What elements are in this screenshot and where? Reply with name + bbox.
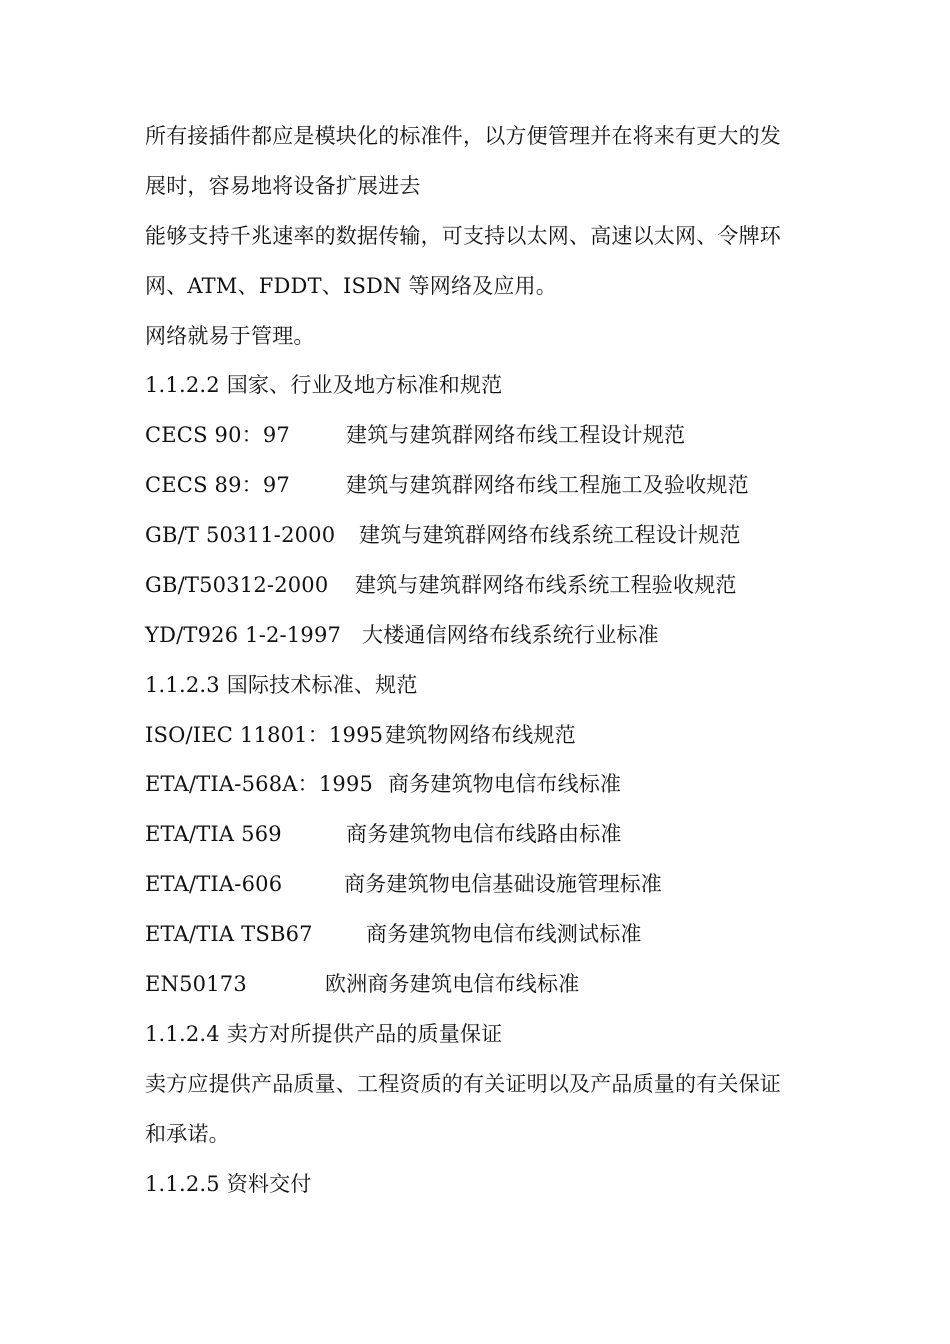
standard-title: 建筑与建筑群网络布线系统工程设计规范 bbox=[359, 523, 741, 547]
section-heading: 1.1.2.2 国家、行业及地方标准和规范 bbox=[145, 373, 503, 397]
standard-code: ETA/TIA-568A：1995 bbox=[145, 772, 374, 796]
standard-code: GB/T50312-2000 bbox=[145, 573, 329, 597]
paragraph-line: 能够支持千兆速率的数据传输，可支持以太网、高速以太网、令牌环 bbox=[145, 224, 781, 248]
section-heading: 1.1.2.3 国际技术标准、规范 bbox=[145, 673, 418, 697]
standard-title: 欧洲商务建筑电信布线标准 bbox=[325, 972, 580, 996]
paragraph-line: 和承诺。 bbox=[145, 1122, 230, 1146]
standard-code: CECS 90：97 bbox=[145, 423, 290, 447]
standard-title: 建筑与建筑群网络布线工程施工及验收规范 bbox=[346, 473, 749, 497]
standard-title: 商务建筑物电信布线标准 bbox=[388, 772, 622, 796]
paragraph-line: 展时，容易地将设备扩展进去 bbox=[145, 174, 421, 198]
standard-title: 大楼通信网络布线系统行业标准 bbox=[362, 623, 659, 647]
section-heading: 1.1.2.5 资料交付 bbox=[145, 1172, 312, 1196]
standard-code: ISO/IEC 11801：1995 bbox=[145, 723, 384, 747]
standard-code: YD/T926 1-2-1997 bbox=[145, 623, 342, 647]
standard-code: ETA/TIA-606 bbox=[145, 872, 283, 896]
standard-title: 建筑物网络布线规范 bbox=[385, 723, 576, 747]
standard-code: ETA/TIA TSB67 bbox=[145, 922, 313, 946]
standard-code: EN50173 bbox=[145, 972, 247, 996]
section-heading: 1.1.2.4 卖方对所提供产品的质量保证 bbox=[145, 1022, 503, 1046]
standard-code: CECS 89：97 bbox=[145, 473, 290, 497]
paragraph-line: 所有接插件都应是模块化的标准件，以方便管理并在将来有更大的发 bbox=[145, 124, 781, 148]
standard-title: 建筑与建筑群网络布线工程设计规范 bbox=[346, 423, 686, 447]
standard-title: 商务建筑物电信布线测试标准 bbox=[366, 922, 642, 946]
standard-code: GB/T 50311-2000 bbox=[145, 523, 336, 547]
standard-title: 商务建筑物电信布线路由标准 bbox=[346, 822, 622, 846]
standard-title: 建筑与建筑群网络布线系统工程验收规范 bbox=[355, 573, 737, 597]
paragraph-line: 卖方应提供产品质量、工程资质的有关证明以及产品质量的有关保证 bbox=[145, 1072, 781, 1096]
standard-title: 商务建筑物电信基础设施管理标准 bbox=[344, 872, 662, 896]
standard-code: ETA/TIA 569 bbox=[145, 822, 282, 846]
paragraph-line: 网络就易于管理。 bbox=[145, 324, 315, 348]
paragraph-line: 网、ATM、FDDT、ISDN 等网络及应用。 bbox=[145, 274, 557, 298]
